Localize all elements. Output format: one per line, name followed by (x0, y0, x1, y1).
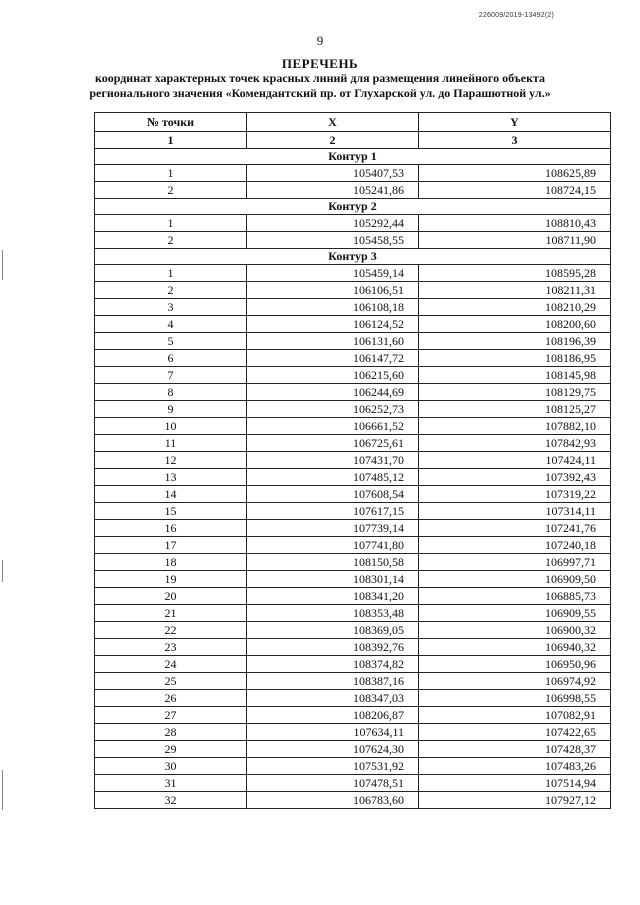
table-row (95, 605, 611, 622)
point-number-cell: 7 (95, 367, 247, 384)
scan-margin-mark (2, 560, 3, 582)
y-coordinate-cell: 107842,93 (419, 435, 611, 452)
x-coordinate-cell: 106661,52 (247, 418, 419, 435)
y-coordinate-cell: 107882,10 (419, 418, 611, 435)
point-number-cell: 19 (95, 571, 247, 588)
point-number-cell: 6 (95, 350, 247, 367)
x-coordinate-cell: 107431,70 (247, 452, 419, 469)
table-row (95, 520, 611, 537)
y-coordinate-cell: 106974,92 (419, 673, 611, 690)
y-coordinate-cell: 108145,98 (419, 367, 611, 384)
x-coordinate-cell: 105407,53 (247, 165, 419, 182)
contour-header-row (95, 149, 611, 165)
subtitle-line-1: координат характерных точек красных линий для размещения линейного объекта (94, 71, 546, 85)
document-number: 226009/2019-13492(2) (478, 12, 554, 19)
y-coordinate-cell: 107927,12 (419, 792, 611, 809)
contour-header-row (95, 199, 611, 215)
column-index-1: 1 (95, 132, 247, 149)
y-coordinate-cell: 107241,76 (419, 520, 611, 537)
table-row (95, 350, 611, 367)
y-coordinate-cell: 107392,43 (419, 469, 611, 486)
point-number-cell: 3 (95, 299, 247, 316)
table-row (95, 707, 611, 724)
x-coordinate-cell: 106147,72 (247, 350, 419, 367)
table-row (95, 571, 611, 588)
y-coordinate-cell: 107319,22 (419, 486, 611, 503)
table-header-row (95, 113, 611, 132)
x-coordinate-cell: 106244,69 (247, 384, 419, 401)
y-coordinate-cell: 108125,27 (419, 401, 611, 418)
x-coordinate-cell: 107617,15 (247, 503, 419, 520)
point-number-cell: 26 (95, 690, 247, 707)
point-number-cell: 17 (95, 537, 247, 554)
y-coordinate-cell: 106940,32 (419, 639, 611, 656)
document-heading (0, 56, 640, 101)
table-row (95, 435, 611, 452)
x-coordinate-cell: 108374,82 (247, 656, 419, 673)
y-coordinate-cell: 108186,95 (419, 350, 611, 367)
x-coordinate-cell: 107485,12 (247, 469, 419, 486)
x-coordinate-cell: 107608,54 (247, 486, 419, 503)
table-row (95, 469, 611, 486)
x-coordinate-cell: 107741,80 (247, 537, 419, 554)
contour-label: Контур 3 (95, 249, 611, 265)
x-coordinate-cell: 108347,03 (247, 690, 419, 707)
point-number-cell: 1 (95, 215, 247, 232)
column-index-row (95, 132, 611, 149)
page-number: 9 (316, 33, 324, 48)
table-row (95, 639, 611, 656)
y-coordinate-cell: 107314,11 (419, 503, 611, 520)
table-row (95, 418, 611, 435)
y-coordinate-cell: 107483,26 (419, 758, 611, 775)
table-row (95, 215, 611, 232)
table-row (95, 775, 611, 792)
table-row (95, 741, 611, 758)
x-coordinate-cell: 105241,86 (247, 182, 419, 199)
x-coordinate-cell: 106215,60 (247, 367, 419, 384)
point-number-cell: 8 (95, 384, 247, 401)
table-row (95, 724, 611, 741)
point-number-cell: 16 (95, 520, 247, 537)
point-number-cell: 27 (95, 707, 247, 724)
table-row (95, 282, 611, 299)
y-coordinate-cell: 107082,91 (419, 707, 611, 724)
point-number-cell: 25 (95, 673, 247, 690)
table-row (95, 554, 611, 571)
x-coordinate-cell: 108353,48 (247, 605, 419, 622)
point-number-cell: 15 (95, 503, 247, 520)
point-number-cell: 4 (95, 316, 247, 333)
point-number-cell: 9 (95, 401, 247, 418)
x-coordinate-cell: 106131,60 (247, 333, 419, 350)
table-row (95, 537, 611, 554)
x-coordinate-cell: 106106,51 (247, 282, 419, 299)
table-row (95, 452, 611, 469)
column-header-x: X (247, 113, 419, 132)
table-row (95, 333, 611, 350)
table-row (95, 384, 611, 401)
contour-label: Контур 1 (95, 149, 611, 165)
y-coordinate-cell: 108196,39 (419, 333, 611, 350)
y-coordinate-cell: 106885,73 (419, 588, 611, 605)
y-coordinate-cell: 108711,90 (419, 232, 611, 249)
y-coordinate-cell: 108211,31 (419, 282, 611, 299)
point-number-cell: 18 (95, 554, 247, 571)
y-coordinate-cell: 106900,32 (419, 622, 611, 639)
table-row (95, 486, 611, 503)
x-coordinate-cell: 107624,30 (247, 741, 419, 758)
page-title: ПЕРЕЧЕНЬ (281, 56, 359, 71)
table-row (95, 232, 611, 249)
subtitle-line-2: регионального значения «Комендантский пр. от Глухарской ул. до Парашютной ул.» (89, 86, 551, 100)
y-coordinate-cell: 108625,89 (419, 165, 611, 182)
x-coordinate-cell: 108341,20 (247, 588, 419, 605)
y-coordinate-cell: 108810,43 (419, 215, 611, 232)
x-coordinate-cell: 108150,58 (247, 554, 419, 571)
table-row (95, 758, 611, 775)
y-coordinate-cell: 106909,50 (419, 571, 611, 588)
x-coordinate-cell: 108206,87 (247, 707, 419, 724)
column-index-2: 2 (247, 132, 419, 149)
table-body (95, 132, 611, 809)
x-coordinate-cell: 107634,11 (247, 724, 419, 741)
point-number-cell: 13 (95, 469, 247, 486)
y-coordinate-cell: 108595,28 (419, 265, 611, 282)
point-number-cell: 14 (95, 486, 247, 503)
x-coordinate-cell: 106108,18 (247, 299, 419, 316)
y-coordinate-cell: 108210,29 (419, 299, 611, 316)
coordinates-table (94, 112, 611, 809)
point-number-cell: 2 (95, 182, 247, 199)
table-row (95, 299, 611, 316)
table-row (95, 656, 611, 673)
y-coordinate-cell: 108724,15 (419, 182, 611, 199)
y-coordinate-cell: 106997,71 (419, 554, 611, 571)
point-number-cell: 2 (95, 282, 247, 299)
x-coordinate-cell: 108392,76 (247, 639, 419, 656)
x-coordinate-cell: 106252,73 (247, 401, 419, 418)
table-row (95, 316, 611, 333)
point-number-cell: 20 (95, 588, 247, 605)
point-number-cell: 24 (95, 656, 247, 673)
point-number-cell: 1 (95, 265, 247, 282)
x-coordinate-cell: 106725,61 (247, 435, 419, 452)
y-coordinate-cell: 106909,55 (419, 605, 611, 622)
point-number-cell: 29 (95, 741, 247, 758)
x-coordinate-cell: 108301,14 (247, 571, 419, 588)
point-number-cell: 12 (95, 452, 247, 469)
point-number-cell: 23 (95, 639, 247, 656)
table-row (95, 367, 611, 384)
y-coordinate-cell: 107240,18 (419, 537, 611, 554)
table-row (95, 792, 611, 809)
y-coordinate-cell: 108200,60 (419, 316, 611, 333)
point-number-cell: 32 (95, 792, 247, 809)
x-coordinate-cell: 107531,92 (247, 758, 419, 775)
table-row (95, 503, 611, 520)
y-coordinate-cell: 107428,37 (419, 741, 611, 758)
point-number-cell: 10 (95, 418, 247, 435)
x-coordinate-cell: 107478,51 (247, 775, 419, 792)
contour-header-row (95, 249, 611, 265)
point-number-cell: 31 (95, 775, 247, 792)
x-coordinate-cell: 106783,60 (247, 792, 419, 809)
point-number-cell: 5 (95, 333, 247, 350)
point-number-cell: 28 (95, 724, 247, 741)
scan-margin-mark (2, 250, 3, 280)
y-coordinate-cell: 106950,96 (419, 656, 611, 673)
table-row (95, 673, 611, 690)
table-row (95, 690, 611, 707)
y-coordinate-cell: 106998,55 (419, 690, 611, 707)
x-coordinate-cell: 106124,52 (247, 316, 419, 333)
scan-margin-mark (2, 770, 3, 810)
point-number-cell: 11 (95, 435, 247, 452)
table-row (95, 588, 611, 605)
y-coordinate-cell: 107514,94 (419, 775, 611, 792)
point-number-cell: 2 (95, 232, 247, 249)
contour-label: Контур 2 (95, 199, 611, 215)
point-number-cell: 21 (95, 605, 247, 622)
y-coordinate-cell: 108129,75 (419, 384, 611, 401)
x-coordinate-cell: 108369,05 (247, 622, 419, 639)
column-index-3: 3 (419, 132, 611, 149)
coordinates-table-container (94, 112, 610, 809)
point-number-cell: 1 (95, 165, 247, 182)
y-coordinate-cell: 107422,65 (419, 724, 611, 741)
point-number-cell: 22 (95, 622, 247, 639)
table-row (95, 182, 611, 199)
point-number-cell: 30 (95, 758, 247, 775)
table-row (95, 265, 611, 282)
column-header-y: Y (419, 113, 611, 132)
x-coordinate-cell: 107739,14 (247, 520, 419, 537)
x-coordinate-cell: 105459,14 (247, 265, 419, 282)
x-coordinate-cell: 105292,44 (247, 215, 419, 232)
table-row (95, 401, 611, 418)
column-header-point-number: № точки (95, 113, 247, 132)
y-coordinate-cell: 107424,11 (419, 452, 611, 469)
table-row (95, 165, 611, 182)
x-coordinate-cell: 105458,55 (247, 232, 419, 249)
x-coordinate-cell: 108387,16 (247, 673, 419, 690)
table-row (95, 622, 611, 639)
